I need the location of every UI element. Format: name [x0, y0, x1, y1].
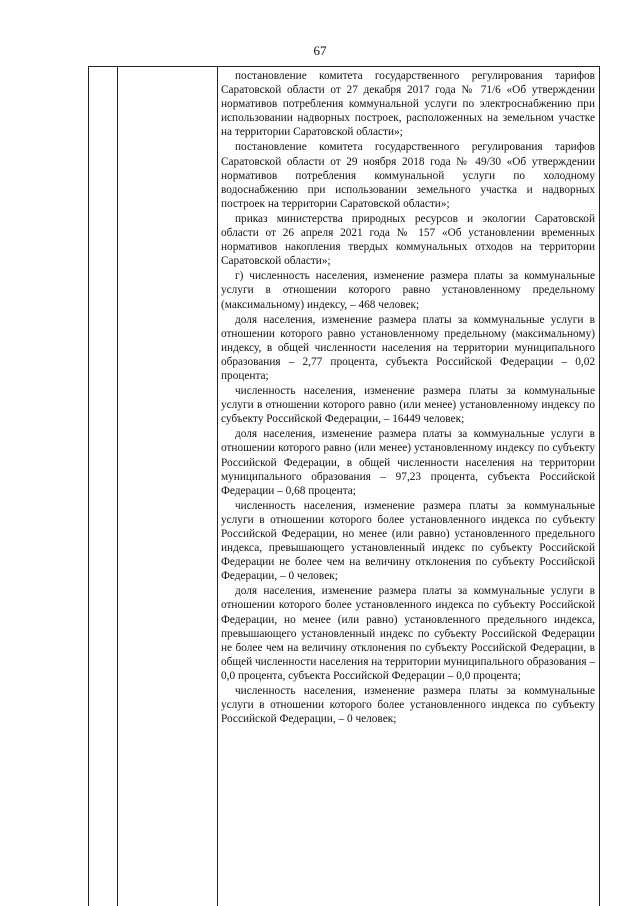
paragraph-population-equal-max: г) численность населения, изменение размера платы за коммунальные услуги в отношении которого равно установленному предельному (максимальному) индексу, – 468 человек; [221, 270, 595, 311]
paragraph-share-above-within-deviation: доля населения, изменение размера платы за коммунальные услуги в отношении которого более установленного индекса по субъекту Российской Федерации, но менее (или равно) установленного предельного индекса, превышающего установленный индекс по субъекту Российской Федерации не более чем на величину отклонения по субъекту Российской Федерации, в общей численности населения на территории муниципального образования – 0,0 процента, субъекта Российской Федерации – 0,0 процента; [221, 585, 595, 682]
paragraph-population-above-within-deviation: численность населения, изменение размера платы за коммунальные услуги в отношении которого более установленного индекса по субъекту Российской Федерации, но менее (или равно) установленного предельного индекса, превышающего установленный индекс по субъекту Российской Федерации не более чем на величину отклонения по субъекту Российской Федерации, – 0 человек; [221, 499, 595, 583]
document-table [88, 66, 600, 906]
paragraph-resolution-water: постановление комитета государственного регулирования тарифов Саратовской области от 29 ноября 2018 года № 49/30 «Об утверждении нормативов потребления коммунальной услуги по холодному водоснабжению при использовании земельного участка и надворных построек на территории Саратовской области»; [221, 141, 595, 210]
paragraph-share-equal-or-less: доля населения, изменение размера платы за коммунальные услуги в отношении которого равно (или менее) установленному индексу по субъекту Российской Федерации, в общей численности населения на территории муниципального образования – 97,23 процента, субъекта Российской Федерации – 0,68 процента; [221, 428, 595, 497]
column-divider-2 [217, 67, 218, 906]
paragraph-order-waste: приказ министерства природных ресурсов и экологии Саратовской области от 26 апреля 2021 года № 157 «Об установлении временных нормативов накопления твердых коммунальных отходов на территории Саратовской области»; [221, 212, 595, 268]
text-cell [221, 69, 595, 727]
paragraph-population-equal-or-less: численность населения, изменение размера платы за коммунальные услуги в отношении которого равно (или менее) установленному индексу по субъекту Российской Федерации, – 16449 человек; [221, 385, 595, 426]
paragraph-population-above: численность населения, изменение размера платы за коммунальные услуги в отношении которого более установленного индекса по субъекту Российской Федерации, – 0 человек; [221, 685, 595, 726]
column-divider-1 [117, 67, 118, 906]
paragraph-resolution-electricity: постановление комитета государственного регулирования тарифов Саратовской области от 27 декабря 2017 года № 71/6 «Об утверждении нормативов потребления коммунальной услуги по электроснабжению при использовании надворных построек, расположенных на земельном участке на территории Саратовской области»; [221, 70, 595, 139]
paragraph-share-equal-max: доля населения, изменение размера платы за коммунальные услуги в отношении которого равно установленному предельному (максимальному) индексу, в общей численности населения на территории муниципального образования – 2,77 процента, субъекта Российской Федерации – 0,02 процента; [221, 313, 595, 382]
page-number: 67 [313, 43, 327, 58]
